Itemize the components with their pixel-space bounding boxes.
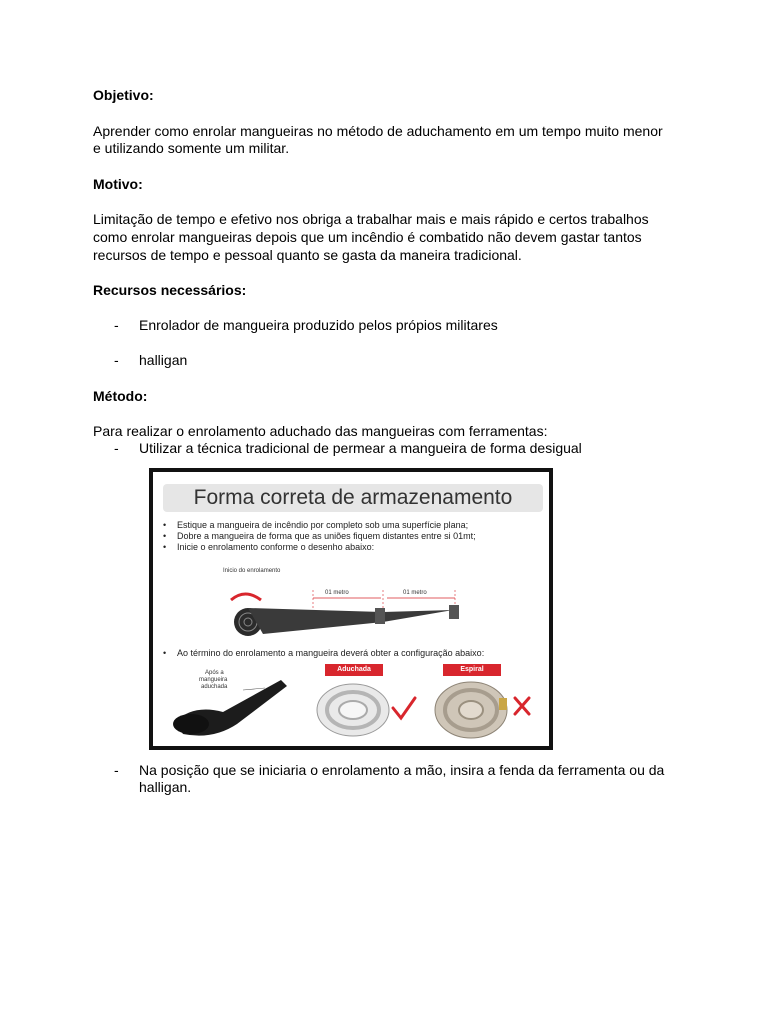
figure-title: Forma correta de armazenamento: [163, 484, 543, 512]
tag-espiral: Espiral: [443, 664, 501, 676]
list-dash: -: [114, 440, 119, 456]
list-dash: -: [114, 352, 119, 368]
label-apos: Após a: [205, 670, 224, 676]
list-dash: -: [114, 317, 119, 333]
storage-instruction-figure: [149, 468, 553, 750]
objetivo-text-line-1: Aprender como enrolar mangueiras no método de aduchamento em um tempo muito menor: [93, 123, 663, 139]
label-01-metro: 01 metro: [325, 590, 349, 596]
metodo-item-2-line-2: halligan.: [139, 779, 192, 795]
motivo-text-line-3: recursos de tempo e pessoal quanto se gasta da maneira tradicional.: [93, 247, 522, 263]
figure-bullet: • Ao término do enrolamento a mangueira deverá obter a configuração abaixo:: [163, 648, 485, 658]
motivo-text-line-1: Limitação de tempo e efetivo nos obriga a trabalhar mais e mais rápido e certos trabalhos: [93, 211, 649, 227]
figure-bullet: • Dobre a mangueira de forma que as uniões fiquem distantes entre si 01mt;: [163, 531, 476, 541]
metodo-intro: Para realizar o enrolamento aduchado das mangueiras com ferramentas:: [93, 423, 548, 439]
metodo-item-1: Utilizar a técnica tradicional de permear a mangueira de forma desigual: [139, 440, 582, 456]
tag-aduchada: Aduchada: [325, 664, 383, 676]
heading-metodo: Método:: [93, 388, 148, 404]
hose-result-illustrations: [153, 472, 549, 746]
label-01-metro: 01 metro: [403, 590, 427, 596]
figure-bullet: • Inicie o enrolamento conforme o desenho abaixo:: [163, 542, 375, 552]
figure-bullet: • Estique a mangueira de incêndio por completo sob uma superfície plana;: [163, 520, 469, 530]
metodo-item-2-line-1: Na posição que se iniciaria o enrolamento a mão, insira a fenda da ferramenta ou da: [139, 762, 665, 778]
label-apos: aduchada: [201, 684, 228, 690]
heading-motivo: Motivo:: [93, 176, 143, 192]
heading-recursos: Recursos necessários:: [93, 282, 247, 298]
label-inicio-enrolamento: Inicio do enrolamento: [223, 568, 281, 574]
label-apos: mangueira: [199, 677, 228, 683]
recursos-item-2: halligan: [139, 352, 188, 368]
objetivo-text-line-2: e utilizando somente um militar.: [93, 140, 290, 156]
list-dash: -: [114, 762, 119, 778]
recursos-item-1: Enrolador de mangueira produzido pelos própios militares: [139, 317, 498, 333]
motivo-text-line-2: como enrolar mangueiras depois que um incêndio é combatido não devem gastar tantos: [93, 229, 642, 245]
heading-objetivo: Objetivo:: [93, 87, 154, 103]
